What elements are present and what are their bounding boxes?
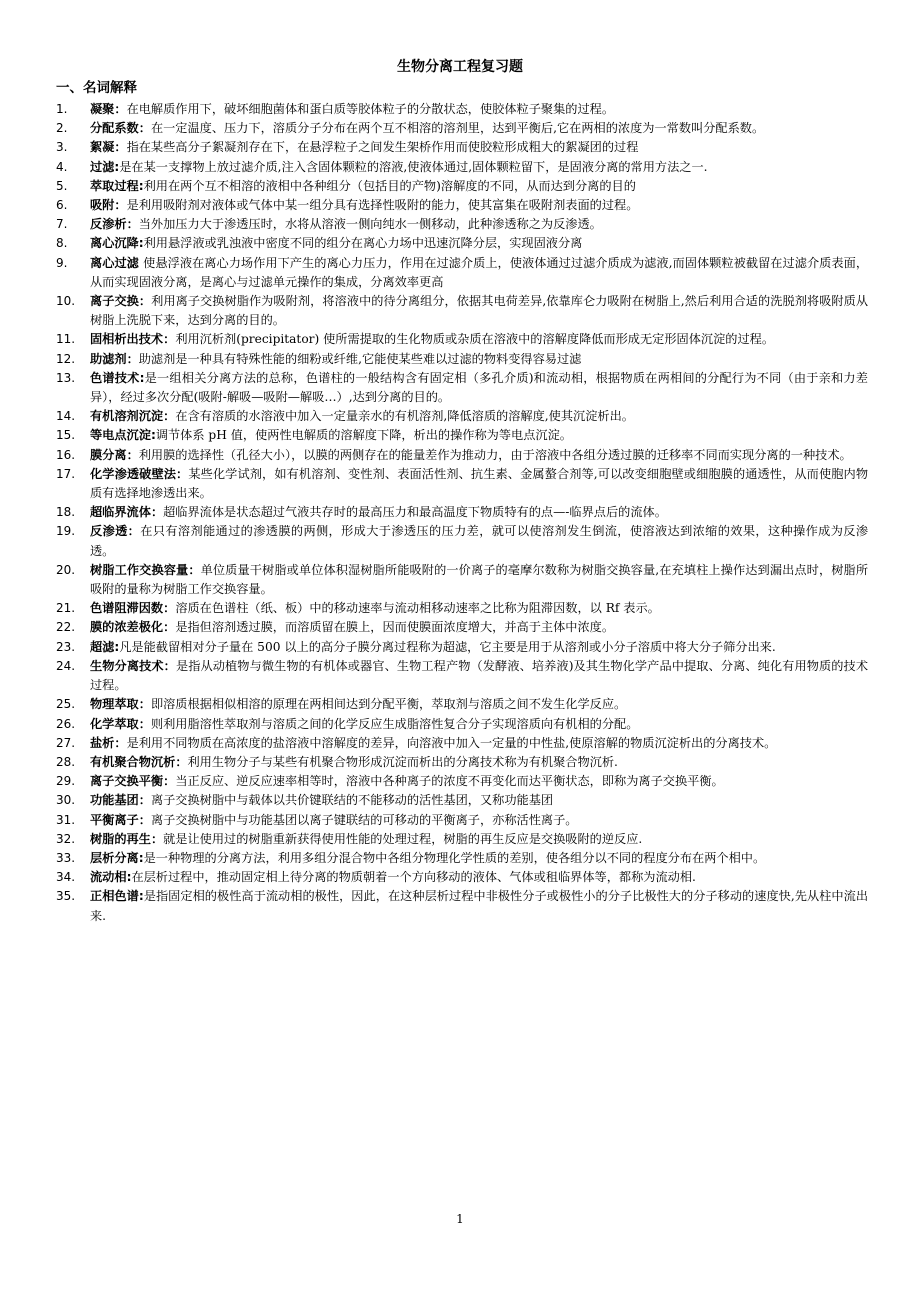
term-definition: 利用在两个互不相溶的液相中各种组分（包括目的产物)溶解度的不同，从而达到分离的目的 — [143, 178, 636, 193]
term-definition: 是指固定相的极性高于流动相的极性，因此，在这种层析过程中非极性分子或极性小的分子比极性大的分子移动的速度快,先从柱中流出来. — [90, 889, 869, 923]
item-body — [90, 215, 868, 234]
term-definition: 即溶质根据相似相溶的原理在两相间达到分配平衡，萃取剂与溶质之间不发生化学反应。 — [150, 697, 627, 712]
term-definition: 单位质量干树脂或单位体积湿树脂所能吸附的一价离子的毫摩尔数称为树脂交换容量,在充填柱上操作达到漏出点时，树脂所吸附的量称为树脂工作交换容量。 — [90, 562, 869, 597]
item-number: 22. — [56, 620, 76, 635]
term-definition: 是指从动植物与微生物的有机体或器官、生物工程产物（发酵液、培养液)及其生物化学产品中提取、分离、纯化有用物质的技术过程。 — [90, 658, 869, 693]
term-name: 物理萃取 — [90, 697, 139, 712]
term-name: 树脂工作交换容量 — [90, 562, 189, 577]
list-item — [56, 561, 868, 599]
term-separator: ： — [114, 140, 127, 155]
list-item — [56, 830, 868, 849]
term-separator: : — [138, 178, 144, 193]
term-definition: 离子交换树脂中与载体以共价键联结的不能移动的活性基团，又称功能基团 — [150, 793, 554, 808]
item-number: 32. — [56, 831, 76, 846]
term-name: 超滤 — [90, 639, 115, 654]
item-number: 21. — [56, 601, 76, 616]
item-body — [90, 465, 868, 503]
item-body — [90, 350, 868, 369]
term-definition: 利用沉析剂(precipitator) 使所需提取的生化物质或杂质在溶液中的溶解度降低而形成无定形固体沉淀的过程。 — [175, 332, 775, 347]
term-name: 生物分离技术 — [90, 658, 164, 673]
term-name: 絮凝 — [90, 140, 115, 155]
item-number: 23. — [56, 639, 76, 654]
term-definition: 离子交换树脂中与功能基团以离子键联结的可移动的平衡离子，亦称活性离子。 — [150, 812, 578, 827]
term-definition: 利用离子交换树脂作为吸附剂，将溶液中的待分离组分，依据其电荷差异,依靠库仑力吸附在树脂上,然后利用合适的洗脱剂将吸附质从树脂上洗脱下来，达到分离的目的。 — [90, 294, 869, 328]
list-item — [56, 330, 868, 349]
term-separator: ： — [138, 793, 151, 808]
term-definition: 是一种物理的分离方法，利用多组分混合物中各组分物理化学性质的差别，使各组分以不同的程度分布在两个相中。 — [143, 850, 766, 865]
term-definition: 当正反应、逆反应速率相等时，溶液中各种离子的浓度不再变化而达平衡状态，即称为离子交换平衡。 — [175, 774, 724, 789]
list-item — [56, 119, 868, 138]
term-separator: : — [139, 370, 145, 385]
term-name: 离子交换 — [90, 294, 139, 309]
item-body — [90, 292, 868, 330]
item-number: 35. — [56, 889, 76, 904]
term-definition: 在一定温度、压力下，溶质分子分布在两个互不相溶的溶剂里，达到平衡后,它在两相的浓度为一常数叫分配系数。 — [150, 121, 765, 136]
list-item — [56, 158, 868, 177]
term-definition: 在含有溶质的水溶液中加入一定量亲水的有机溶剂,降低溶质的溶解度,使其沉淀析出。 — [175, 409, 634, 424]
list-item — [56, 753, 868, 772]
list-item — [56, 196, 868, 215]
item-number: 25. — [56, 697, 76, 712]
list-item — [56, 849, 868, 868]
item-number: 13. — [56, 370, 76, 385]
term-definition: 指在某些高分子絮凝剂存在下，在悬浮粒子之间发生架桥作用而使胶粒形成粗大的絮凝团的过程 — [126, 140, 639, 155]
term-definition: 利用悬浮液或乳浊液中密度不同的组分在离心力场中迅速沉降分层，实现固液分离 — [143, 236, 583, 251]
term-definition: 某些化学试剂，如有机溶剂、变性剂、表面活性剂、抗生素、金属螯合剂等,可以改变细胞壁或细胞膜的通透性，从而使胞内物质有选择地渗透出来。 — [90, 466, 869, 501]
term-separator: ： — [188, 562, 201, 577]
term-separator: ： — [163, 409, 176, 424]
term-definition: 助滤剂是一种具有特殊性能的细粉或纤维,它能使某些难以过滤的物料变得容易过滤 — [138, 351, 582, 366]
term-name: 固相析出技术 — [90, 332, 164, 347]
item-number: 8. — [56, 236, 68, 251]
item-number: 3. — [56, 140, 68, 155]
item-number: 14. — [56, 409, 76, 424]
term-name: 反渗透 — [90, 524, 128, 539]
list-item — [56, 657, 868, 695]
item-number: 34. — [56, 870, 76, 885]
item-body — [90, 119, 868, 138]
term-definition: 调节体系 pH 值，使两性电解质的溶解度下降，析出的操作称为等电点沉淀。 — [155, 428, 572, 443]
term-separator: ： — [175, 754, 188, 769]
term-name: 助滤剂 — [90, 351, 127, 366]
item-number: 30. — [56, 793, 76, 808]
term-definition: 是指但溶剂透过膜，而溶质留在膜上，因而使膜面浓度增大，并高于主体中浓度。 — [175, 620, 615, 635]
item-body — [90, 196, 868, 215]
list-item — [56, 734, 868, 753]
list-item — [56, 638, 868, 657]
item-number: 10. — [56, 294, 76, 309]
term-separator: : — [126, 870, 132, 885]
item-body — [90, 772, 868, 791]
item-body — [90, 407, 868, 426]
term-separator: ： — [126, 217, 139, 232]
term-name: 凝聚 — [90, 102, 115, 116]
item-number: 2. — [56, 121, 68, 136]
term-name: 有机溶剂沉淀 — [90, 409, 164, 424]
item-body — [90, 522, 868, 560]
term-list — [56, 100, 868, 926]
item-body — [90, 446, 868, 465]
item-body — [90, 811, 868, 830]
item-body — [90, 369, 868, 407]
term-separator: : — [114, 159, 120, 174]
list-item — [56, 426, 868, 445]
term-name: 萃取过程 — [90, 178, 139, 193]
term-separator: ： — [114, 102, 127, 116]
list-item — [56, 695, 868, 714]
term-name: 离子交换平衡 — [90, 774, 164, 789]
term-name: 膜的浓差极化 — [90, 620, 164, 635]
term-definition: 在电解质作用下，破坏细胞菌体和蛋白质等胶体粒子的分散状态，使胶体粒子聚集的过程。 — [126, 102, 615, 116]
term-definition: 是一组相关分离方法的总称，色谱柱的一般结构含有固定相（多孔介质)和流动相，根据物质在两相间的分配行为不同（由于亲和力差异），经过多次分配(吸附-解吸—吸附—解吸…）,达到分离的目的。 — [90, 370, 868, 405]
list-item — [56, 522, 868, 560]
term-name: 膜分离 — [90, 447, 127, 462]
item-body — [90, 753, 868, 772]
item-number: 26. — [56, 716, 76, 731]
term-definition: 在层析过程中，推动固定相上待分离的物质朝着一个方向移动的液体、气体或租临界体等，都称为流动相. — [131, 870, 696, 885]
item-number: 11. — [56, 332, 76, 347]
term-name: 反渗析 — [90, 217, 127, 232]
item-body — [90, 657, 868, 695]
term-separator: ： — [114, 198, 127, 213]
term-name: 化学渗透破壁法 — [90, 466, 177, 481]
list-item — [56, 446, 868, 465]
term-name: 离心沉降 — [90, 236, 139, 251]
term-definition: 当外加压力大于渗透压时，水将从溶液一侧向纯水一侧移动，此种渗透称之为反渗透。 — [138, 217, 602, 232]
item-number: 24. — [56, 658, 76, 673]
list-item — [56, 868, 868, 887]
list-item — [56, 369, 868, 407]
item-number: 20. — [56, 562, 76, 577]
term-separator: ： — [150, 831, 164, 846]
term-separator: ： — [176, 466, 189, 481]
item-body — [90, 734, 868, 753]
page-number: 1 — [456, 1212, 464, 1226]
term-name: 分配系数 — [90, 121, 139, 136]
item-body — [90, 100, 868, 119]
term-definition: 就是让使用过的树脂重新获得使用性能的处理过程，树脂的再生反应是交换吸附的逆反应. — [163, 831, 643, 846]
item-number: 27. — [56, 735, 76, 750]
term-separator: ： — [163, 774, 176, 789]
list-item — [56, 715, 868, 734]
item-number: 29. — [56, 774, 76, 789]
term-separator: ： — [163, 620, 176, 635]
item-number: 28. — [56, 754, 76, 769]
list-item — [56, 215, 868, 234]
term-definition: 在只有溶剂能通过的渗透膜的两侧，形成大于渗透压的压力差，就可以使溶剂发生倒流，使溶液达到浓缩的效果，这种操作成为反渗透。 — [90, 524, 869, 558]
term-separator: : — [138, 850, 144, 865]
item-number: 33. — [56, 850, 76, 865]
term-separator: ： — [163, 332, 176, 347]
term-name: 离心过滤 — [90, 255, 139, 270]
term-definition: 使悬浮液在离心力场作用下产生的离心力压力，作用在过滤介质上，使液体通过过滤介质成为滤液,而固体颗粒被截留在过滤介质表面，从而实现固液分离，是离心与过滤单元操作的集成，分离效率更高 — [90, 255, 869, 289]
term-definition: 利用生物分子与某些有机聚合物形成沉淀而析出的分离技术称为有机聚合物沉析. — [187, 754, 618, 769]
term-name: 层析分离 — [90, 850, 139, 865]
term-name: 吸附 — [90, 198, 115, 213]
item-body — [90, 254, 868, 292]
item-body — [90, 887, 868, 925]
item-number: 19. — [56, 524, 76, 539]
item-body — [90, 618, 868, 637]
item-body — [90, 158, 868, 177]
term-separator: ： — [138, 697, 151, 712]
list-item — [56, 887, 868, 925]
term-name: 树脂的再生 — [90, 831, 151, 846]
term-separator: : — [138, 236, 144, 251]
term-separator: ： — [138, 812, 151, 827]
item-body — [90, 177, 868, 196]
item-body — [90, 599, 868, 618]
term-name: 正相色谱 — [90, 889, 139, 904]
term-separator: : — [138, 889, 144, 904]
term-separator: ： — [126, 447, 139, 462]
item-number: 16. — [56, 447, 76, 462]
item-number: 17. — [56, 466, 76, 481]
section-heading: 一、名词解释 — [56, 80, 137, 96]
term-definition: 溶质在色谱柱（纸、板）中的移动速率与流动相移动速率之比称为阻滞因数，以 Rf 表示。 — [175, 601, 660, 616]
document-title: 生物分离工程复习题 — [397, 59, 523, 75]
list-item — [56, 618, 868, 637]
item-body — [90, 638, 868, 657]
list-item — [56, 234, 868, 253]
item-number: 7. — [56, 217, 68, 232]
item-number: 4. — [56, 159, 68, 174]
term-name: 超临界流体 — [90, 505, 151, 520]
item-body — [90, 830, 868, 849]
term-separator: ： — [126, 351, 139, 366]
list-item — [56, 138, 868, 157]
item-number: 31. — [56, 812, 76, 827]
term-name: 过滤 — [90, 159, 115, 174]
list-item — [56, 465, 868, 503]
item-number: 12. — [56, 351, 76, 366]
list-item — [56, 791, 868, 810]
term-separator: ： — [138, 716, 151, 731]
term-name: 等电点沉淀 — [90, 428, 151, 443]
list-item — [56, 254, 868, 292]
item-number: 5. — [56, 178, 68, 193]
term-separator: : — [114, 639, 120, 654]
term-name: 有机聚合物沉析 — [90, 754, 176, 769]
term-separator: ： — [163, 658, 176, 673]
term-definition: 是利用吸附剂对液体或气体中某一组分具有选择性吸附的能力，使其富集在吸附剂表面的过程。 — [126, 198, 639, 213]
item-number: 6. — [56, 198, 68, 213]
item-body — [90, 234, 868, 253]
term-name: 化学萃取 — [90, 716, 139, 731]
term-name: 功能基团 — [90, 793, 139, 808]
term-definition: 利用膜的选择性（孔径大小），以膜的两侧存在的能量差作为推动力，由于溶液中各组分透过膜的迁移率不同而实现分离的一种技术。 — [138, 447, 852, 462]
list-item — [56, 772, 868, 791]
item-body — [90, 695, 868, 714]
item-body — [90, 849, 868, 868]
list-item — [56, 350, 868, 369]
term-definition: 超临界流体是状态超过气液共存时的最高压力和最高温度下物质特有的点—-临界点后的流体。 — [163, 505, 667, 520]
item-body — [90, 503, 868, 522]
item-number: 1. — [56, 102, 68, 116]
term-name: 色谱技术 — [90, 370, 140, 385]
item-body — [90, 426, 868, 445]
item-number: 18. — [56, 505, 76, 520]
list-item — [56, 811, 868, 830]
list-item — [56, 177, 868, 196]
item-body — [90, 868, 868, 887]
term-definition: 凡是能截留相对分子量在 500 以上的高分子膜分离过程称为超滤，它主要是用于从溶剂或小分子溶质中将大分子筛分出来. — [119, 639, 776, 654]
term-separator: ： — [150, 505, 164, 520]
item-number: 15. — [56, 428, 76, 443]
term-definition: 是在某一支撑物上放过滤介质,注入含固体颗粒的溶液,使液体通过,固体颗粒留下，是固液分离的常用方法之一. — [119, 159, 708, 174]
term-name: 流动相 — [90, 870, 127, 885]
term-separator: ： — [114, 735, 127, 750]
list-item — [56, 100, 868, 119]
term-separator: : — [150, 428, 156, 443]
list-item — [56, 503, 868, 522]
term-definition: 则利用脂溶性萃取剂与溶质之间的化学反应生成脂溶性复合分子实现溶质向有机相的分配。 — [150, 716, 639, 731]
item-body — [90, 138, 868, 157]
term-name: 色谱阻滞因数 — [90, 601, 164, 616]
list-item — [56, 292, 868, 330]
term-name: 平衡离子 — [90, 812, 139, 827]
term-separator: ： — [163, 601, 176, 616]
item-body — [90, 715, 868, 734]
term-definition: 是利用不同物质在高浓度的盐溶液中溶解度的差异，向溶液中加入一定量的中性盐,使原溶解的物质沉淀析出的分离技术。 — [126, 735, 777, 750]
term-name: 盐析 — [90, 735, 115, 750]
item-body — [90, 561, 868, 599]
item-number: 9. — [56, 255, 68, 270]
term-separator: ： — [127, 524, 141, 539]
item-body — [90, 791, 868, 810]
list-item — [56, 599, 868, 618]
term-separator: ： — [138, 294, 152, 309]
term-separator: ： — [138, 121, 151, 136]
list-item — [56, 407, 868, 426]
item-body — [90, 330, 868, 349]
